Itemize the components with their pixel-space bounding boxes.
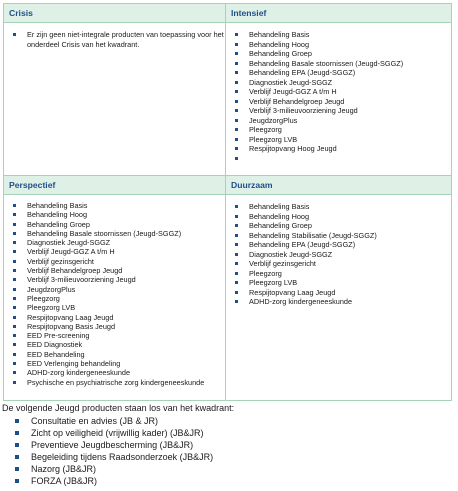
list-item: Diagnostiek Jeugd-SGGZ <box>234 78 451 88</box>
list-item: Diagnostiek Jeugd-SGGZ <box>12 238 225 247</box>
list-item: Behandeling EPA (Jeugd-SGGZ) <box>234 240 451 250</box>
list-item: Behandeling EPA (Jeugd-SGGZ) <box>234 68 451 78</box>
list-item: Verblijf 3-milieuvoorziening Jeugd <box>234 106 451 116</box>
list-item: ADHD-zorg kindergeneeskunde <box>12 368 225 377</box>
quadrant-crisis-title: Crisis <box>4 4 225 23</box>
list-item: Pleegzorg LVB <box>12 303 225 312</box>
list-item: ADHD-zorg kindergeneeskunde <box>234 297 451 307</box>
standalone-products <box>0 403 458 487</box>
list-item: EED Diagnostiek <box>12 340 225 349</box>
list-item: Behandeling Basale stoornissen (Jeugd-SGGZ) <box>234 59 451 69</box>
list-item: Verblijf gezinsgericht <box>12 257 225 266</box>
list-item: Behandeling Groep <box>12 220 225 229</box>
list-item: Respijtopvang Basis Jeugd <box>12 322 225 331</box>
list-item: Nazorg (JB&JR) <box>14 463 458 475</box>
list-item: Behandeling Hoog <box>12 210 225 219</box>
list-item: Consultatie en advies (JB & JR) <box>14 415 458 427</box>
list-item: Verblijf Behandelgroep Jeugd <box>12 266 225 275</box>
quadrant-perspectief-list <box>4 195 225 387</box>
list-item: FORZA (JB&JR) <box>14 475 458 487</box>
list-item: Behandeling Groep <box>234 221 451 231</box>
list-item: Behandeling Basis <box>12 201 225 210</box>
list-item: Verblijf Jeugd-GGZ A t/m H <box>234 87 451 97</box>
quadrant-table <box>3 3 452 401</box>
list-item: Respijtopvang Laag Jeugd <box>234 288 451 298</box>
quadrant-intensief-title: Intensief <box>226 4 451 23</box>
list-item: Diagnostiek Jeugd-SGGZ <box>234 250 451 260</box>
list-item: Pleegzorg <box>234 125 451 135</box>
list-item: Psychische en psychiatrische zorg kindergeneeskunde <box>12 378 225 387</box>
quadrant-intensief <box>226 4 451 176</box>
list-item: Verblijf 3-milieuvoorziening Jeugd <box>12 275 225 284</box>
list-item: Behandeling Stabilisatie (Jeugd-SGGZ) <box>234 231 451 241</box>
list-item: Preventieve Jeugdbescherming (JB&JR) <box>14 439 458 451</box>
list-item: Behandeling Basale stoornissen (Jeugd-SGGZ) <box>12 229 225 238</box>
quadrant-duurzaam-list <box>226 195 451 307</box>
list-item: Er zijn geen niet-integrale producten van toepassing voor het onderdeel Crisis van het kwadrant. <box>12 30 225 49</box>
list-item: Begeleiding tijdens Raadsonderzoek (JB&JR) <box>14 451 458 463</box>
list-item: Verblijf Jeugd-GGZ A t/m H <box>12 247 225 256</box>
list-item: Pleegzorg LVB <box>234 135 451 145</box>
list-item: Respijtopvang Hoog Jeugd <box>234 144 451 154</box>
list-item: Behandeling Groep <box>234 49 451 59</box>
list-item: Pleegzorg LVB <box>234 278 451 288</box>
quadrant-duurzaam <box>226 176 451 400</box>
standalone-products-list <box>0 415 458 487</box>
list-item: EED Pre-screening <box>12 331 225 340</box>
list-item: JeugdzorgPlus <box>12 285 225 294</box>
quadrant-crisis <box>4 4 226 176</box>
list-item: Behandeling Hoog <box>234 40 451 50</box>
quadrant-intensief-list <box>226 23 451 154</box>
list-item: EED Behandeling <box>12 350 225 359</box>
standalone-products-intro: De volgende Jeugd producten staan los van het kwadrant: <box>2 403 235 413</box>
list-item: Verblijf Behandelgroep Jeugd <box>234 97 451 107</box>
list-item: Behandeling Basis <box>234 30 451 40</box>
quadrant-perspectief-title: Perspectief <box>4 176 225 195</box>
list-item: EED Verlenging behandeling <box>12 359 225 368</box>
list-item: Pleegzorg <box>234 269 451 279</box>
list-item: Zicht op veiligheid (vrijwillig kader) (JB&JR) <box>14 427 458 439</box>
quadrant-duurzaam-title: Duurzaam <box>226 176 451 195</box>
list-item: Behandeling Hoog <box>234 212 451 222</box>
list-item: Behandeling Basis <box>234 202 451 212</box>
list-item: Verblijf gezinsgericht <box>234 259 451 269</box>
quadrant-perspectief <box>4 176 226 400</box>
list-item: Respijtopvang Laag Jeugd <box>12 313 225 322</box>
quadrant-crisis-list <box>4 23 225 49</box>
list-item: Pleegzorg <box>12 294 225 303</box>
list-item: JeugdzorgPlus <box>234 116 451 126</box>
